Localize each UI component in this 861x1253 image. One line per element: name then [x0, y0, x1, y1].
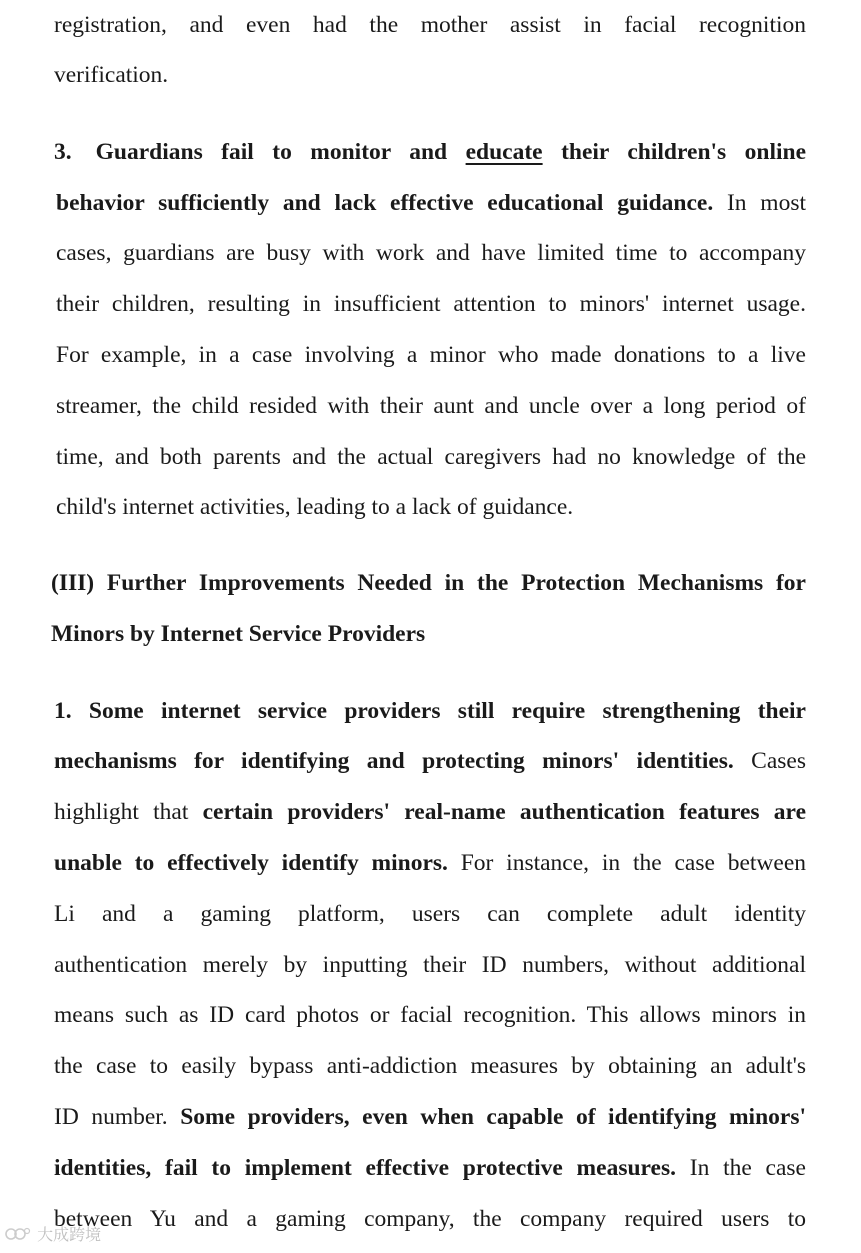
bold-run: Guardians fail to monitor and educate their children's online	[95, 139, 807, 165]
text-run: time, and both parents and the actual caregivers had no knowledge of the	[56, 444, 806, 470]
text-line	[54, 746, 806, 776]
text-line	[54, 1204, 806, 1234]
watermark-logo-icon	[4, 1225, 32, 1243]
text-line	[54, 1102, 806, 1132]
section-heading: (III) Further Improvements Needed in the Protection Mechanisms for	[51, 570, 806, 596]
bold-run: unable to effectively identify minors.	[54, 850, 448, 876]
text-line	[54, 1051, 806, 1081]
text-line	[54, 797, 806, 827]
text-line	[54, 10, 806, 40]
text-line	[54, 899, 806, 929]
text-run: their children, resulting in insufficient attention to minors' internet usage.	[56, 291, 806, 317]
text-line	[56, 442, 806, 472]
text-run: child's internet activities, leading to a lack of guidance.	[56, 494, 574, 520]
text-run: cases, guardians are busy with work and have limited time to accompany	[56, 240, 806, 266]
text-run: streamer, the child resided with their aunt and uncle over a long period of	[56, 393, 806, 419]
text-run: means such as ID card photos or facial recognition. This allows minors in	[54, 1002, 806, 1028]
bold-run: identities, fail to implement effective protective measures.	[54, 1155, 676, 1181]
text-line	[56, 188, 806, 218]
watermark	[4, 1222, 101, 1245]
text-line	[54, 1153, 806, 1183]
text-run: Cases	[733, 748, 806, 774]
text-run: highlight that	[54, 799, 203, 825]
text-line	[54, 848, 806, 878]
text-run: the case to easily bypass anti-addiction measures by obtaining an adult's	[54, 1053, 806, 1079]
list-item-heading	[54, 696, 806, 726]
text-run: In the case	[676, 1155, 806, 1181]
bold-run: mechanisms for identifying and protecting minors' identities.	[54, 748, 734, 774]
bold-run: behavior sufficiently and lack effective educational guidance.	[56, 190, 714, 216]
underlined-word: educate	[465, 139, 543, 165]
text-run: In most	[713, 190, 807, 216]
text-line	[56, 391, 806, 421]
text-run: ID number.	[54, 1104, 181, 1130]
text-line	[56, 238, 806, 268]
bold-run: 1. Some internet service providers still require strengthening their	[54, 698, 806, 724]
list-item-heading	[54, 137, 806, 167]
list-number: 3.	[54, 139, 72, 165]
text-line	[56, 340, 806, 370]
watermark-text: 大成跨境	[37, 1225, 102, 1244]
text-run: For example, in a case involving a minor who made donations to a live	[56, 342, 806, 368]
bold-run: certain providers' real-name authentication features are	[202, 799, 806, 825]
text-line	[56, 492, 806, 522]
text-line	[56, 289, 806, 319]
text-run: Li and a gaming platform, users can complete adult identity	[54, 901, 806, 927]
text-line	[54, 950, 806, 980]
bold-run: Some providers, even when capable of identifying minors'	[180, 1104, 806, 1130]
text-run: registration, and even had the mother assist in facial recognition	[54, 12, 806, 38]
text-run: authentication merely by inputting their ID numbers, without additional	[54, 952, 806, 978]
text-line	[54, 60, 806, 90]
text-run: For instance, in the case between	[447, 850, 807, 876]
text-run: between Yu and a gaming company, the company required users to	[54, 1206, 806, 1232]
text-line	[54, 1000, 806, 1030]
section-heading-cont: Minors by Internet Service Providers	[51, 621, 426, 647]
text-run: verification.	[54, 62, 169, 88]
